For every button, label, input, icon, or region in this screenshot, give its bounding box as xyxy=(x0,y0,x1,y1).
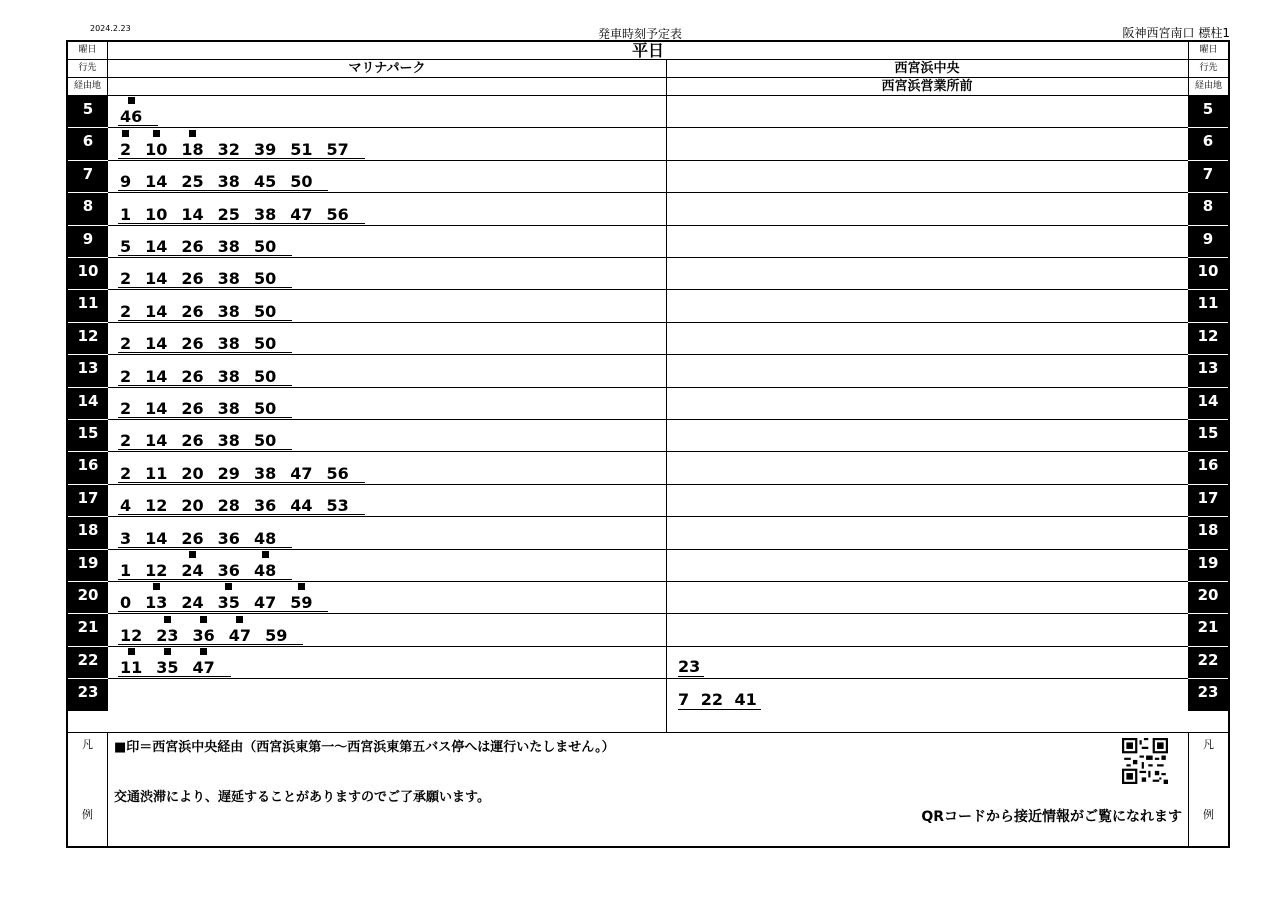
departure-minute: 2 xyxy=(120,301,132,321)
hour-label-right: 12 xyxy=(1188,323,1228,354)
departure-minute: 10 xyxy=(145,204,168,224)
departure-minute: 2 xyxy=(120,463,132,483)
departure-minute: 36 xyxy=(217,528,240,548)
departure-minute: 14 xyxy=(145,334,168,354)
hour-label-right: 9 xyxy=(1188,226,1228,257)
via-mark-icon xyxy=(122,130,129,137)
departure-minute: 44 xyxy=(290,496,313,516)
departure-minute: 14 xyxy=(145,236,168,256)
departure-minute: 48 xyxy=(253,528,277,548)
departure-minute: 26 xyxy=(181,528,204,548)
hour-row xyxy=(108,226,666,258)
legend-label-top-right: 凡 xyxy=(1203,738,1214,751)
hour-label-right: 16 xyxy=(1188,452,1228,483)
legend-label-bottom-right: 例 xyxy=(1203,808,1214,821)
departure-minute: 38 xyxy=(217,334,240,354)
hour-label: 6 xyxy=(68,128,108,159)
departure-minute: 3 xyxy=(120,528,132,548)
hour-label: 5 xyxy=(68,96,108,127)
departure-minute: 57 xyxy=(326,139,349,159)
issue-date: 2024.2.23 xyxy=(90,24,131,33)
hour-label: 19 xyxy=(68,550,108,581)
departure-minute: 56 xyxy=(326,204,349,224)
departure-minute: 14 xyxy=(145,431,168,451)
departure-minute: 38 xyxy=(217,301,240,321)
departure-minute: 2 xyxy=(120,140,131,160)
hour-label-right: 20 xyxy=(1188,582,1228,613)
departure-minute: 2 xyxy=(120,334,132,354)
departure-minute: 14 xyxy=(145,172,168,192)
day-label: 曜日 xyxy=(68,42,108,59)
departure-minute: 50 xyxy=(253,431,277,451)
departure-minute: 47 xyxy=(290,204,313,224)
departure-minute: 1 xyxy=(120,204,132,224)
hour-label-right: 11 xyxy=(1188,290,1228,321)
departure-minute: 50 xyxy=(253,236,277,256)
departure-minute: 20 xyxy=(181,496,204,516)
departure-minute: 12 xyxy=(120,625,143,645)
hour-row xyxy=(108,96,666,128)
departure-minute: 56 xyxy=(326,463,349,483)
departure-minute: 59 xyxy=(265,625,288,645)
via-mark-icon xyxy=(200,648,207,655)
departure-minute: 26 xyxy=(181,236,204,256)
departure-minute: 0 xyxy=(120,593,132,613)
hour-row xyxy=(108,388,666,420)
departure-minute: 53 xyxy=(326,496,349,516)
via-mark-icon xyxy=(262,551,269,558)
departure-minute: 11 xyxy=(145,463,168,483)
departure-minute: 26 xyxy=(181,366,204,386)
hour-label: 11 xyxy=(68,290,108,321)
departure-minute: 25 xyxy=(217,204,240,224)
hour-row xyxy=(108,128,666,160)
departure-minute: 5 xyxy=(120,236,132,256)
hour-label: 16 xyxy=(68,452,108,483)
departure-minute: 35 xyxy=(218,593,240,613)
departure-minute: 36 xyxy=(193,626,215,646)
departure-minute: 38 xyxy=(217,172,240,192)
hour-label: 18 xyxy=(68,517,108,548)
departure-minute: 14 xyxy=(145,528,168,548)
hour-label: 13 xyxy=(68,355,108,386)
right-via: 西宮浜営業所前 xyxy=(881,79,973,94)
via-mark-icon xyxy=(236,616,243,623)
departure-minute: 38 xyxy=(253,463,277,483)
hour-label: 21 xyxy=(68,614,108,645)
departure-minute: 35 xyxy=(156,658,178,678)
hour-row xyxy=(108,517,666,549)
hour-label-right: 5 xyxy=(1188,96,1228,127)
hour-label-right: 8 xyxy=(1188,193,1228,224)
destination-label-right: 行先 xyxy=(1188,60,1228,77)
right-destination: 西宮浜中央 xyxy=(894,61,960,76)
right-departure-minutes: 7 22 41 xyxy=(678,690,761,710)
departure-minute: 2 xyxy=(120,398,132,418)
hour-row xyxy=(108,323,666,355)
left-via xyxy=(108,78,666,95)
via-mark-icon xyxy=(153,130,160,137)
departure-minute: 45 xyxy=(253,172,277,192)
departure-minute: 36 xyxy=(217,560,240,580)
hour-row xyxy=(108,193,666,225)
hour-row xyxy=(108,258,666,290)
departure-minute: 9 xyxy=(120,172,132,192)
departure-minute: 47 xyxy=(290,463,313,483)
via-mark-icon xyxy=(189,130,196,137)
hour-label: 12 xyxy=(68,323,108,354)
via-mark-icon xyxy=(298,583,305,590)
legend-label xyxy=(68,733,108,846)
departure-minute: 18 xyxy=(181,140,203,160)
departure-minute: 38 xyxy=(253,204,277,224)
departure-minute: 38 xyxy=(217,431,240,451)
via-label-right: 経由地 xyxy=(1188,78,1228,95)
hour-row xyxy=(108,161,666,193)
hour-row xyxy=(108,420,666,452)
hour-label-right: 6 xyxy=(1188,128,1228,159)
hour-label: 17 xyxy=(68,485,108,516)
departure-minute: 26 xyxy=(181,269,204,289)
hour-row xyxy=(108,679,666,711)
departure-minute: 47 xyxy=(229,626,251,646)
departure-minute: 14 xyxy=(145,269,168,289)
via-mark-icon xyxy=(200,616,207,623)
departure-minute: 4 xyxy=(120,496,132,516)
departure-minute: 26 xyxy=(181,334,204,354)
departure-minute: 2 xyxy=(120,431,132,451)
departure-minute: 26 xyxy=(181,398,204,418)
hour-label: 15 xyxy=(68,420,108,451)
via-mark-icon xyxy=(128,648,135,655)
hour-label: 14 xyxy=(68,388,108,419)
departure-minute: 59 xyxy=(290,593,312,613)
departure-minute: 50 xyxy=(253,269,277,289)
departure-minute: 11 xyxy=(120,658,142,678)
hour-label-right: 23 xyxy=(1188,679,1228,710)
departure-minute: 47 xyxy=(253,593,277,613)
departure-minute: 51 xyxy=(290,139,313,159)
right-departure-minutes: 23 xyxy=(678,657,704,677)
departure-minute: 38 xyxy=(217,269,240,289)
legend-label-bottom: 例 xyxy=(82,808,93,821)
departure-minute: 2 xyxy=(120,366,132,386)
hour-row xyxy=(108,355,666,387)
departure-minute: 14 xyxy=(145,398,168,418)
via-mark-icon xyxy=(164,648,171,655)
departure-minute: 46 xyxy=(120,107,142,127)
hour-row xyxy=(108,550,666,582)
departure-minute: 29 xyxy=(217,463,240,483)
departure-minute: 47 xyxy=(193,658,215,678)
departure-minute: 26 xyxy=(181,301,204,321)
hour-label: 20 xyxy=(68,582,108,613)
hour-label-right: 7 xyxy=(1188,161,1228,192)
departure-minute: 28 xyxy=(217,496,240,516)
departure-minute: 20 xyxy=(181,463,204,483)
via-label: 経由地 xyxy=(68,78,108,95)
hour-label: 8 xyxy=(68,193,108,224)
departure-minute: 36 xyxy=(253,496,277,516)
legend-note-mark: ■印＝西宮浜中央経由（西宮浜東第一～西宮浜東第五バス停へは運行いたしません。） xyxy=(114,740,615,755)
departure-minute: 24 xyxy=(181,593,204,613)
departure-minute: 50 xyxy=(253,301,277,321)
page-title: 発車時刻予定表 xyxy=(597,27,682,41)
hour-label-right: 10 xyxy=(1188,258,1228,289)
hour-label: 22 xyxy=(68,647,108,678)
departure-minute: 12 xyxy=(145,560,168,580)
destination-label: 行先 xyxy=(68,60,108,77)
departure-minute: 14 xyxy=(181,204,204,224)
departure-minute: 38 xyxy=(217,366,240,386)
departure-minute: 2 xyxy=(120,269,132,289)
hour-label-right: 17 xyxy=(1188,485,1228,516)
via-mark-icon xyxy=(189,551,196,558)
hour-row xyxy=(108,452,666,484)
qr-note: QRコードから接近情報がご覧になれます xyxy=(921,809,1182,825)
hour-label-right: 14 xyxy=(1188,388,1228,419)
hour-label-right: 15 xyxy=(1188,420,1228,451)
via-mark-icon xyxy=(225,583,232,590)
departure-minute: 50 xyxy=(290,172,313,192)
departure-minute: 24 xyxy=(181,561,203,581)
day-label-right: 曜日 xyxy=(1188,42,1228,59)
day-type: 平日 xyxy=(631,41,664,60)
stop-name: 阪神西宮南口 標柱1 xyxy=(1122,26,1230,40)
hour-label-right: 22 xyxy=(1188,647,1228,678)
departure-minute: 32 xyxy=(217,139,240,159)
departure-minute: 48 xyxy=(254,561,276,581)
departure-minute: 12 xyxy=(145,496,168,516)
via-mark-icon xyxy=(128,97,135,104)
departure-minute: 14 xyxy=(145,366,168,386)
qr-code-icon[interactable] xyxy=(1122,738,1168,784)
departure-minute: 50 xyxy=(253,398,277,418)
hour-label: 10 xyxy=(68,258,108,289)
left-destination: マリナパーク xyxy=(348,61,426,76)
via-mark-icon xyxy=(153,583,160,590)
departure-minute: 39 xyxy=(253,139,277,159)
hour-label: 7 xyxy=(68,161,108,192)
legend-label-right xyxy=(1188,733,1228,846)
hour-row xyxy=(108,647,666,679)
hour-label: 23 xyxy=(68,679,108,710)
via-mark-icon xyxy=(164,616,171,623)
departure-minute: 10 xyxy=(145,140,167,160)
hour-row xyxy=(108,614,666,646)
hour-label-right: 13 xyxy=(1188,355,1228,386)
hour-label-right: 21 xyxy=(1188,614,1228,645)
legend-label-top: 凡 xyxy=(82,738,93,751)
departure-minute: 38 xyxy=(217,398,240,418)
departure-minute: 50 xyxy=(253,366,277,386)
departure-minute: 50 xyxy=(253,334,277,354)
hour-row xyxy=(108,290,666,322)
timetable-sheet xyxy=(66,40,1230,848)
departure-minute: 14 xyxy=(145,301,168,321)
departure-minute: 13 xyxy=(145,593,167,613)
hour-row xyxy=(108,582,666,614)
hour-row xyxy=(108,485,666,517)
departure-minute: 1 xyxy=(120,560,132,580)
departure-minute: 38 xyxy=(217,236,240,256)
departure-minute: 25 xyxy=(181,172,204,192)
hour-label-right: 18 xyxy=(1188,517,1228,548)
departure-minute: 23 xyxy=(156,626,178,646)
legend-note-delay: 交通渋滞により、遅延することがありますのでご了承願います。 xyxy=(114,790,490,805)
departure-minute: 26 xyxy=(181,431,204,451)
hour-label-right: 19 xyxy=(1188,550,1228,581)
hour-label: 9 xyxy=(68,226,108,257)
